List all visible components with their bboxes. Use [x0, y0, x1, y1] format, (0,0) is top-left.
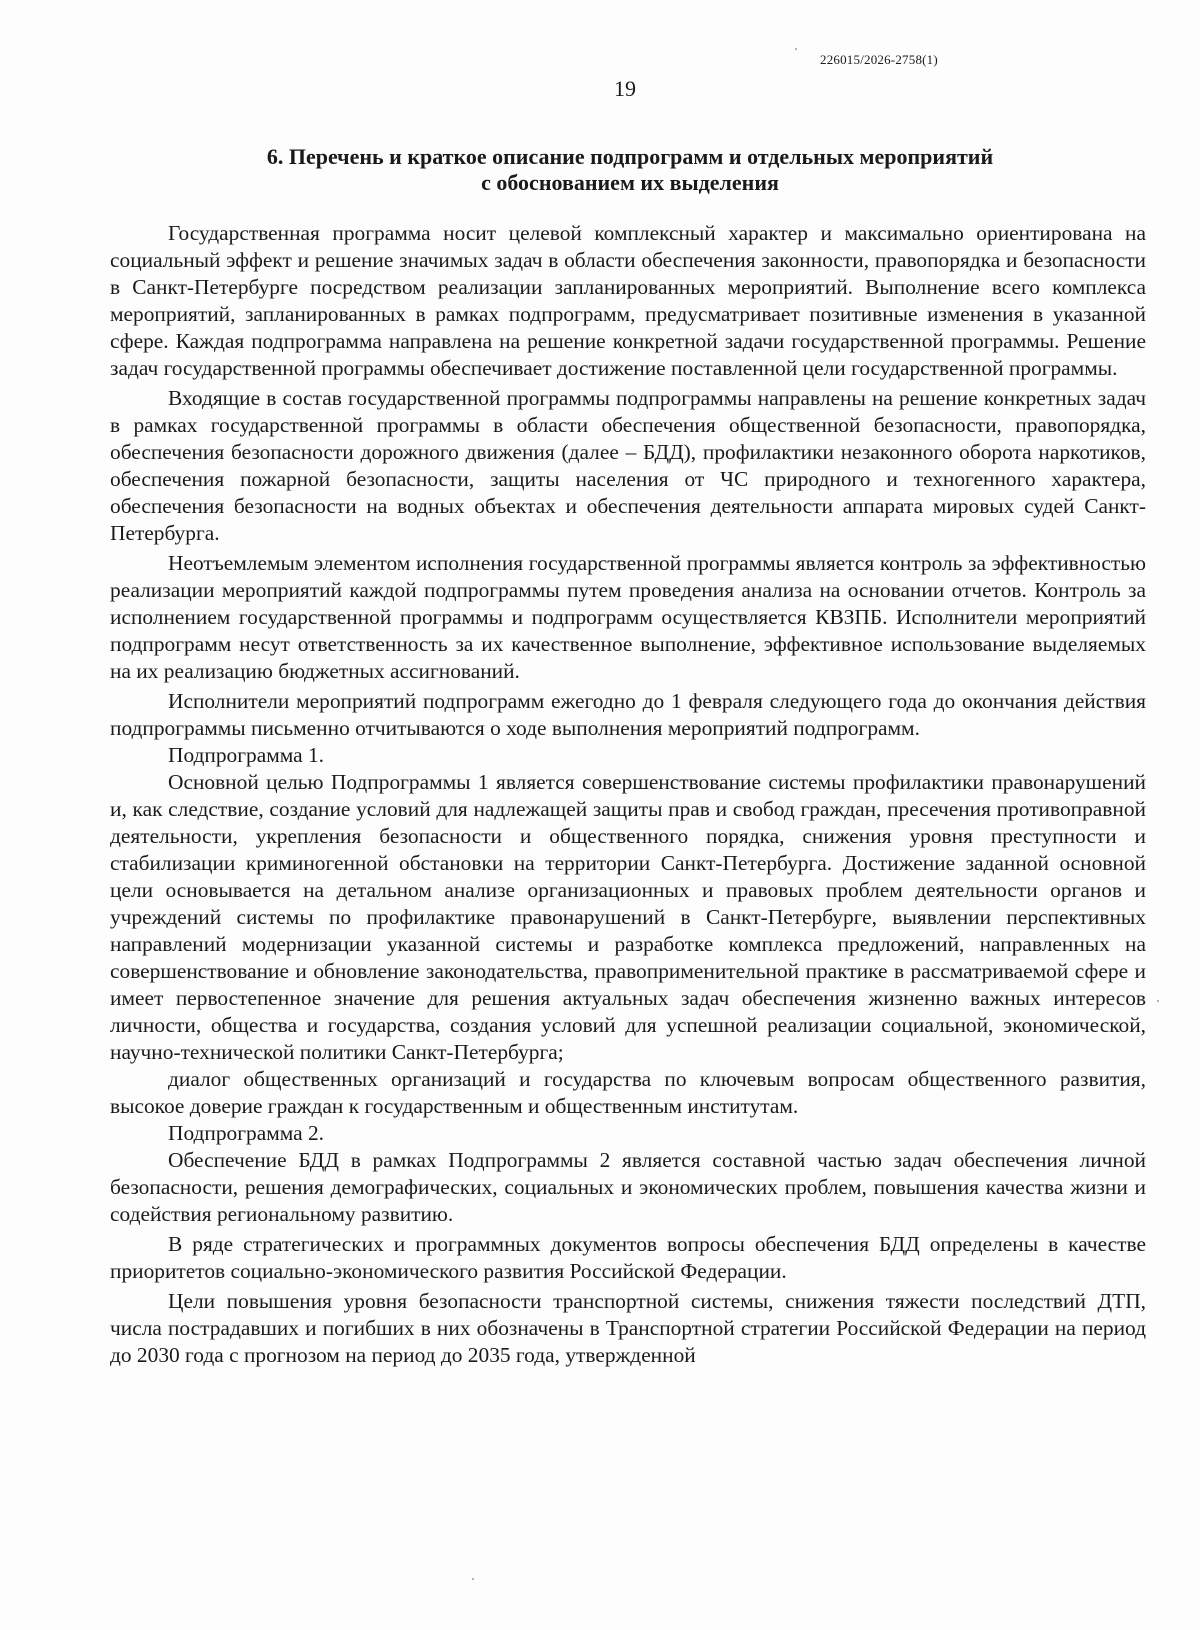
document-body: [110, 220, 1146, 1372]
section-title-line-2: с обоснованием их выделения: [481, 170, 779, 195]
scan-speck: [1157, 1000, 1159, 1002]
page-number: 19: [614, 76, 636, 101]
subprogram-heading: Подпрограмма 2.: [168, 1121, 325, 1145]
scan-speck: [472, 1578, 474, 1580]
section-title: [110, 144, 1150, 196]
paragraph: Основной целью Подпрограммы 1 является совершенствование системы профилактики правонарушений и, как следствие, создание условий для надлежащей защиты прав и свобод граждан, пресечения противоправной деятельности, укрепления безопасности и общественного порядка, снижения уровня преступности и стабилизации криминогенной обстановки на территории Санкт-Петербурга. Достижение заданной основной цели основывается на детальном анализе организационных и правовых проблем деятельности органов и учреждений системы по профилактике правонарушений в Санкт-Петербурге, выявлении перспективных направлений модернизации указанной системы и разработке комплекса предложений, направленных на совершенствование и обновление законодательства, правоприменительной практике в рассматриваемой сфере и имеет первостепенное значение для решения актуальных задач обеспечения жизненно важных интересов личности, общества и государства, создания условий для успешной реализации социальной, экономической, научно-технической политики Санкт-Петербурга;: [110, 770, 1146, 1064]
document-registration-number: 226015/2026-2758(1): [820, 52, 938, 67]
section-title-line-1: 6. Перечень и краткое описание подпрограмм и отдельных мероприятий: [266, 144, 994, 169]
subprogram-heading: Подпрограмма 1.: [168, 743, 325, 767]
paragraph: Цели повышения уровня безопасности транспортной системы, снижения тяжести последствий ДТП, числа пострадавших и погибших в них обозначены в Транспортной стратегии Российской Федерации на период до 2030 года с прогнозом на период до 2035 года, утвержденной: [110, 1289, 1146, 1367]
paragraph: Входящие в состав государственной программы подпрограммы направлены на решение конкретных задач в рамках государственной программы в области обеспечения общественной безопасности, правопорядка, обеспечения безопасности дорожного движения (далее – БДД), профилактики незаконного оборота наркотиков, обеспечения пожарной безопасности, защиты населения от ЧС природного и техногенного характера, обеспечения безопасности на водных объектах и обеспечения деятельности аппарата мировых судей Санкт-Петербурга.: [110, 386, 1146, 545]
paragraph: Исполнители мероприятий подпрограмм ежегодно до 1 февраля следующего года до окончания действия подпрограммы письменно отчитываются о ходе выполнения мероприятий подпрограмм.: [110, 689, 1146, 740]
paragraph: Обеспечение БДД в рамках Подпрограммы 2 является составной частью задач обеспечения личной безопасности, решения демографических, социальных и экономических проблем, повышения качества жизни и содействия региональному развитию.: [110, 1148, 1146, 1226]
paragraph: В ряде стратегических и программных документов вопросы обеспечения БДД определены в качестве приоритетов социально-экономического развития Российской Федерации.: [110, 1232, 1146, 1283]
scan-speck: [795, 48, 797, 50]
paragraph: Государственная программа носит целевой комплексный характер и максимально ориентирована на социальный эффект и решение значимых задач в области обеспечения законности, правопорядка и безопасности в Санкт-Петербурге посредством реализации запланированных мероприятий. Выполнение всего комплекса мероприятий, запланированных в рамках подпрограмм, предусматривает позитивные изменения в указанной сфере. Каждая подпрограмма направлена на решение конкретной задачи государственной программы. Решение задач государственной программы обеспечивает достижение поставленной цели государственной программы.: [110, 221, 1146, 380]
paragraph: диалог общественных организаций и государства по ключевым вопросам общественного развития, высокое доверие граждан к государственным и общественным институтам.: [110, 1067, 1146, 1118]
paragraph: Неотъемлемым элементом исполнения государственной программы является контроль за эффективностью реализации мероприятий каждой подпрограммы путем проведения анализа на основании отчетов. Контроль за исполнением государственной программы и подпрограмм осуществляется КВЗПБ. Исполнители мероприятий подпрограмм несут ответственность за их качественное выполнение, эффективное использование выделяемых на их реализацию бюджетных ассигнований.: [110, 551, 1146, 683]
